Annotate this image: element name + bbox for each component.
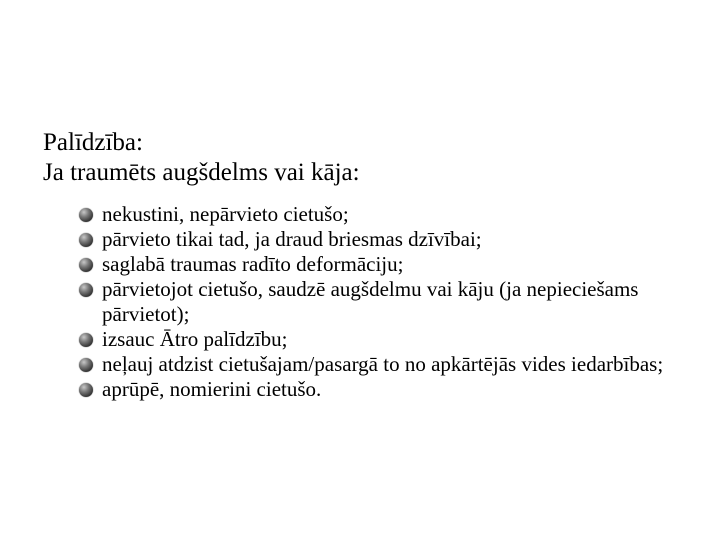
bullet-ball-icon: [79, 333, 93, 347]
heading-line-2: Ja traumēts augšdelms vai kāja:: [43, 159, 360, 186]
list-item: [79, 327, 699, 352]
bullet-ball-icon: [79, 383, 93, 397]
list-item: [79, 202, 699, 227]
heading-line-1: Palīdzība:: [43, 129, 143, 156]
list-item-text: pārvieto tikai tad, ja draud briesmas dzīvībai;: [102, 227, 482, 251]
list-item-text: saglabā traumas radīto deformāciju;: [102, 252, 404, 276]
bullet-ball-icon: [79, 233, 93, 247]
list-item-text: nekustini, nepārvieto cietušo;: [102, 202, 349, 226]
bullet-ball-icon: [79, 283, 93, 297]
list-item-text: neļauj atdzist cietušajam/pasargā to no apkārtējās vides iedarbības;: [102, 352, 664, 376]
list-item: [79, 252, 699, 277]
bullet-ball-icon: [79, 208, 93, 222]
bullet-ball-icon: [79, 358, 93, 372]
list-item: [79, 377, 699, 402]
bullet-ball-icon: [79, 258, 93, 272]
list-item: [79, 227, 699, 252]
list-item: [79, 352, 699, 377]
list-item-text: aprūpē, nomierini cietušo.: [102, 377, 322, 401]
list-item: [79, 277, 699, 327]
slide-heading: [43, 128, 360, 188]
list-item-text: pārvietojot cietušo, saudzē augšdelmu vai kāju (ja nepieciešams pārvietot);: [102, 277, 639, 326]
bullet-list: [79, 202, 699, 402]
list-item-text: izsauc Ātro palīdzību;: [102, 327, 288, 351]
